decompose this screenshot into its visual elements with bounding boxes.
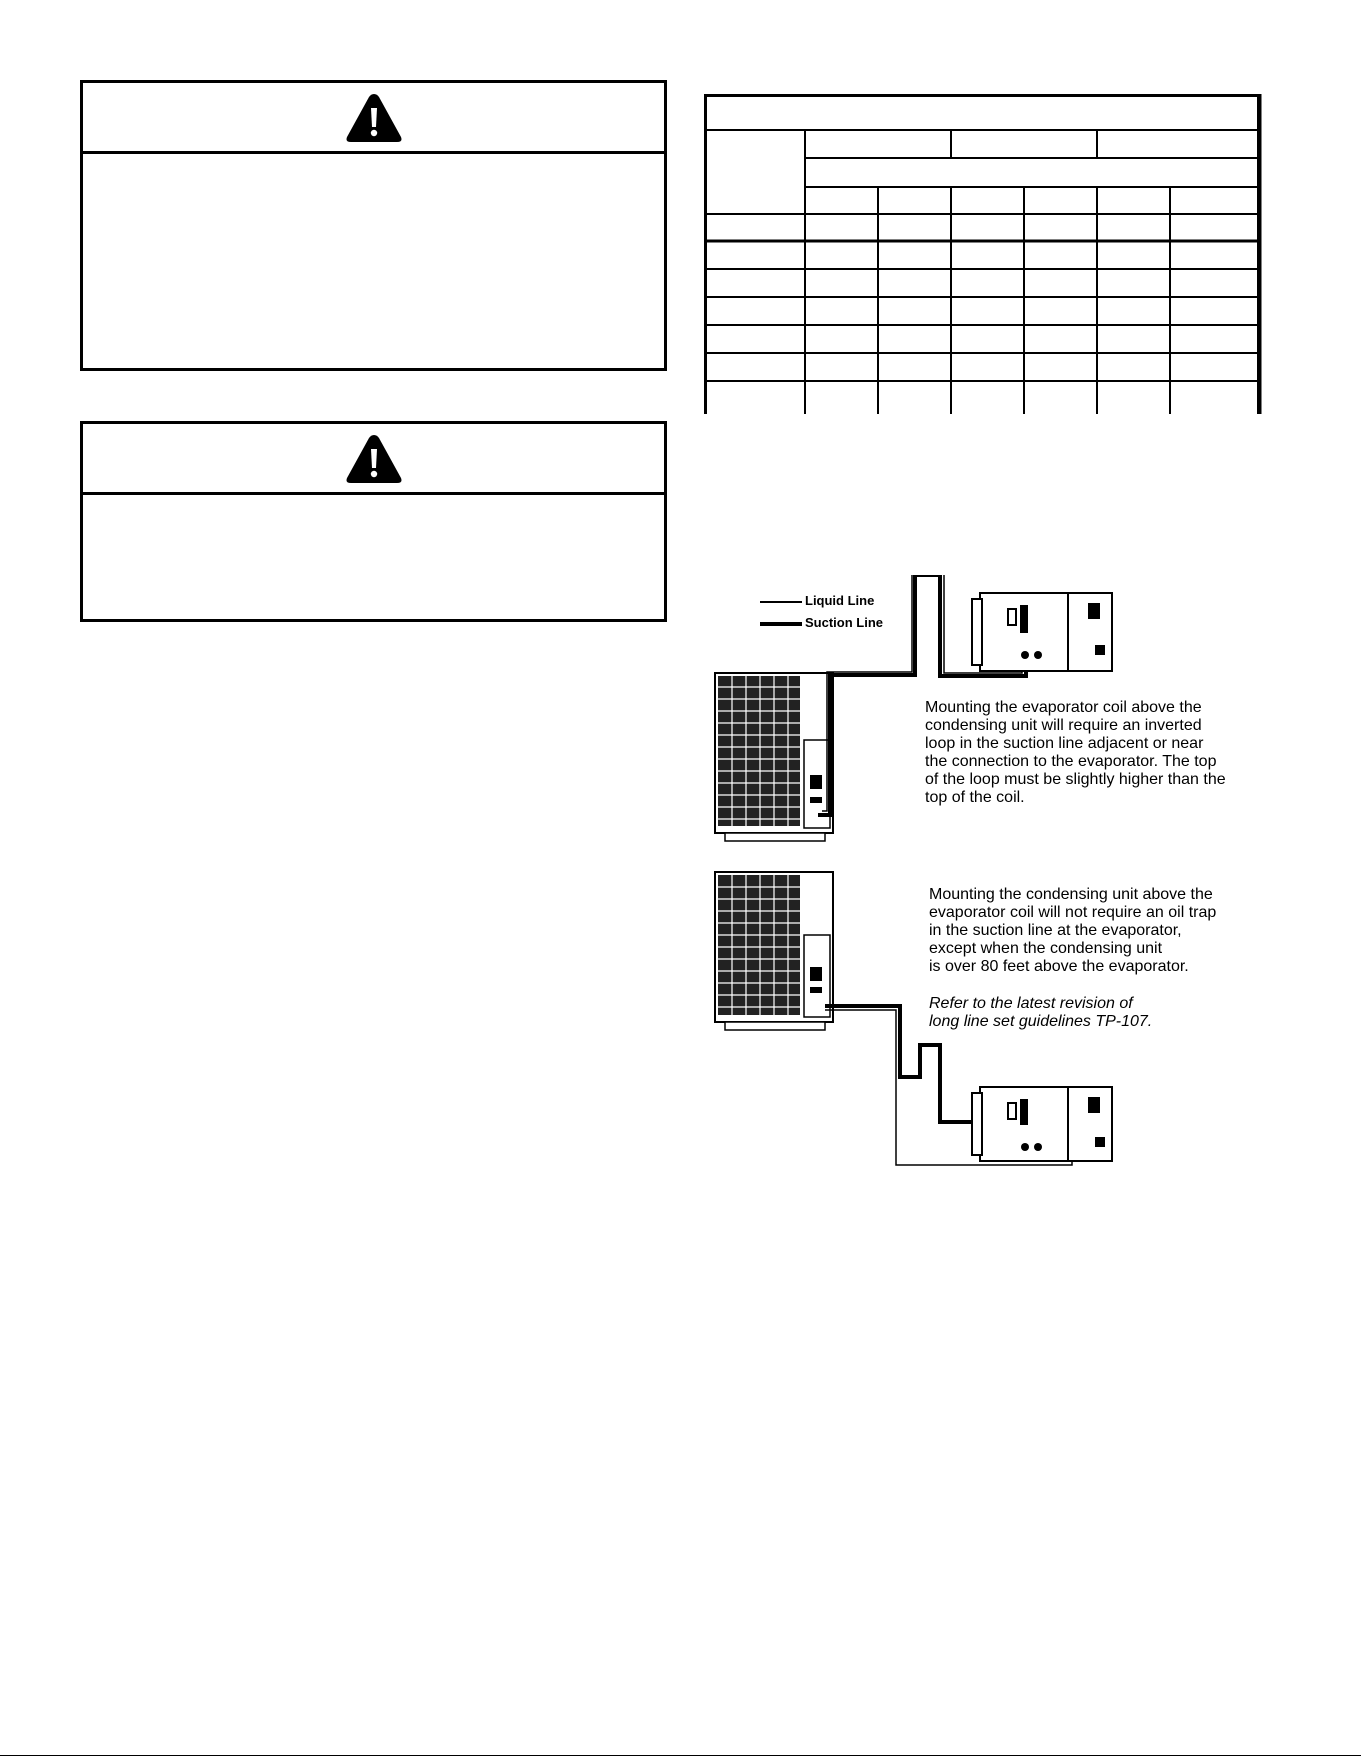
reference-note-line: long line set guidelines TP-107. bbox=[929, 1013, 1153, 1030]
lower-note-line: evaporator coil will not require an oil trap bbox=[929, 904, 1217, 921]
warning-header-1 bbox=[83, 83, 664, 154]
condensing-unit-lower bbox=[715, 872, 833, 1030]
legend-liquid-line: Liquid Line bbox=[805, 593, 875, 608]
warning-header-2 bbox=[83, 424, 664, 495]
piping-diagram bbox=[700, 575, 1280, 1185]
line-size-table bbox=[704, 94, 1262, 414]
warning-box-2 bbox=[80, 421, 667, 622]
legend-suction-line: Suction Line bbox=[805, 615, 883, 630]
lower-note-line: is over 80 feet above the evaporator. bbox=[929, 958, 1189, 975]
warning-triangle-icon bbox=[344, 432, 404, 486]
upper-note-line: loop in the suction line adjacent or near bbox=[925, 735, 1204, 752]
upper-note-line: the connection to the evaporator. The top bbox=[925, 753, 1217, 770]
upper-note-line: top of the coil. bbox=[925, 789, 1025, 806]
lower-note-line: in the suction line at the evaporator, bbox=[929, 922, 1182, 939]
condensing-unit-upper bbox=[715, 673, 833, 841]
lower-note-line: Mounting the condensing unit above the bbox=[929, 886, 1213, 903]
table-border bbox=[706, 96, 1259, 415]
evaporator-coil-lower bbox=[972, 1087, 1112, 1161]
evaporator-coil-upper bbox=[972, 593, 1112, 671]
upper-note-line: condensing unit will require an inverted bbox=[925, 717, 1202, 734]
page-bottom-rule bbox=[0, 1755, 1361, 1756]
upper-note-line: Mounting the evaporator coil above the bbox=[925, 699, 1202, 716]
warning-box-1 bbox=[80, 80, 667, 371]
reference-note-line: Refer to the latest revision of bbox=[929, 995, 1133, 1012]
warning-triangle-icon bbox=[344, 91, 404, 145]
lower-note-line: except when the condensing unit bbox=[929, 940, 1163, 957]
upper-note-line: of the loop must be slightly higher than the bbox=[925, 771, 1226, 788]
